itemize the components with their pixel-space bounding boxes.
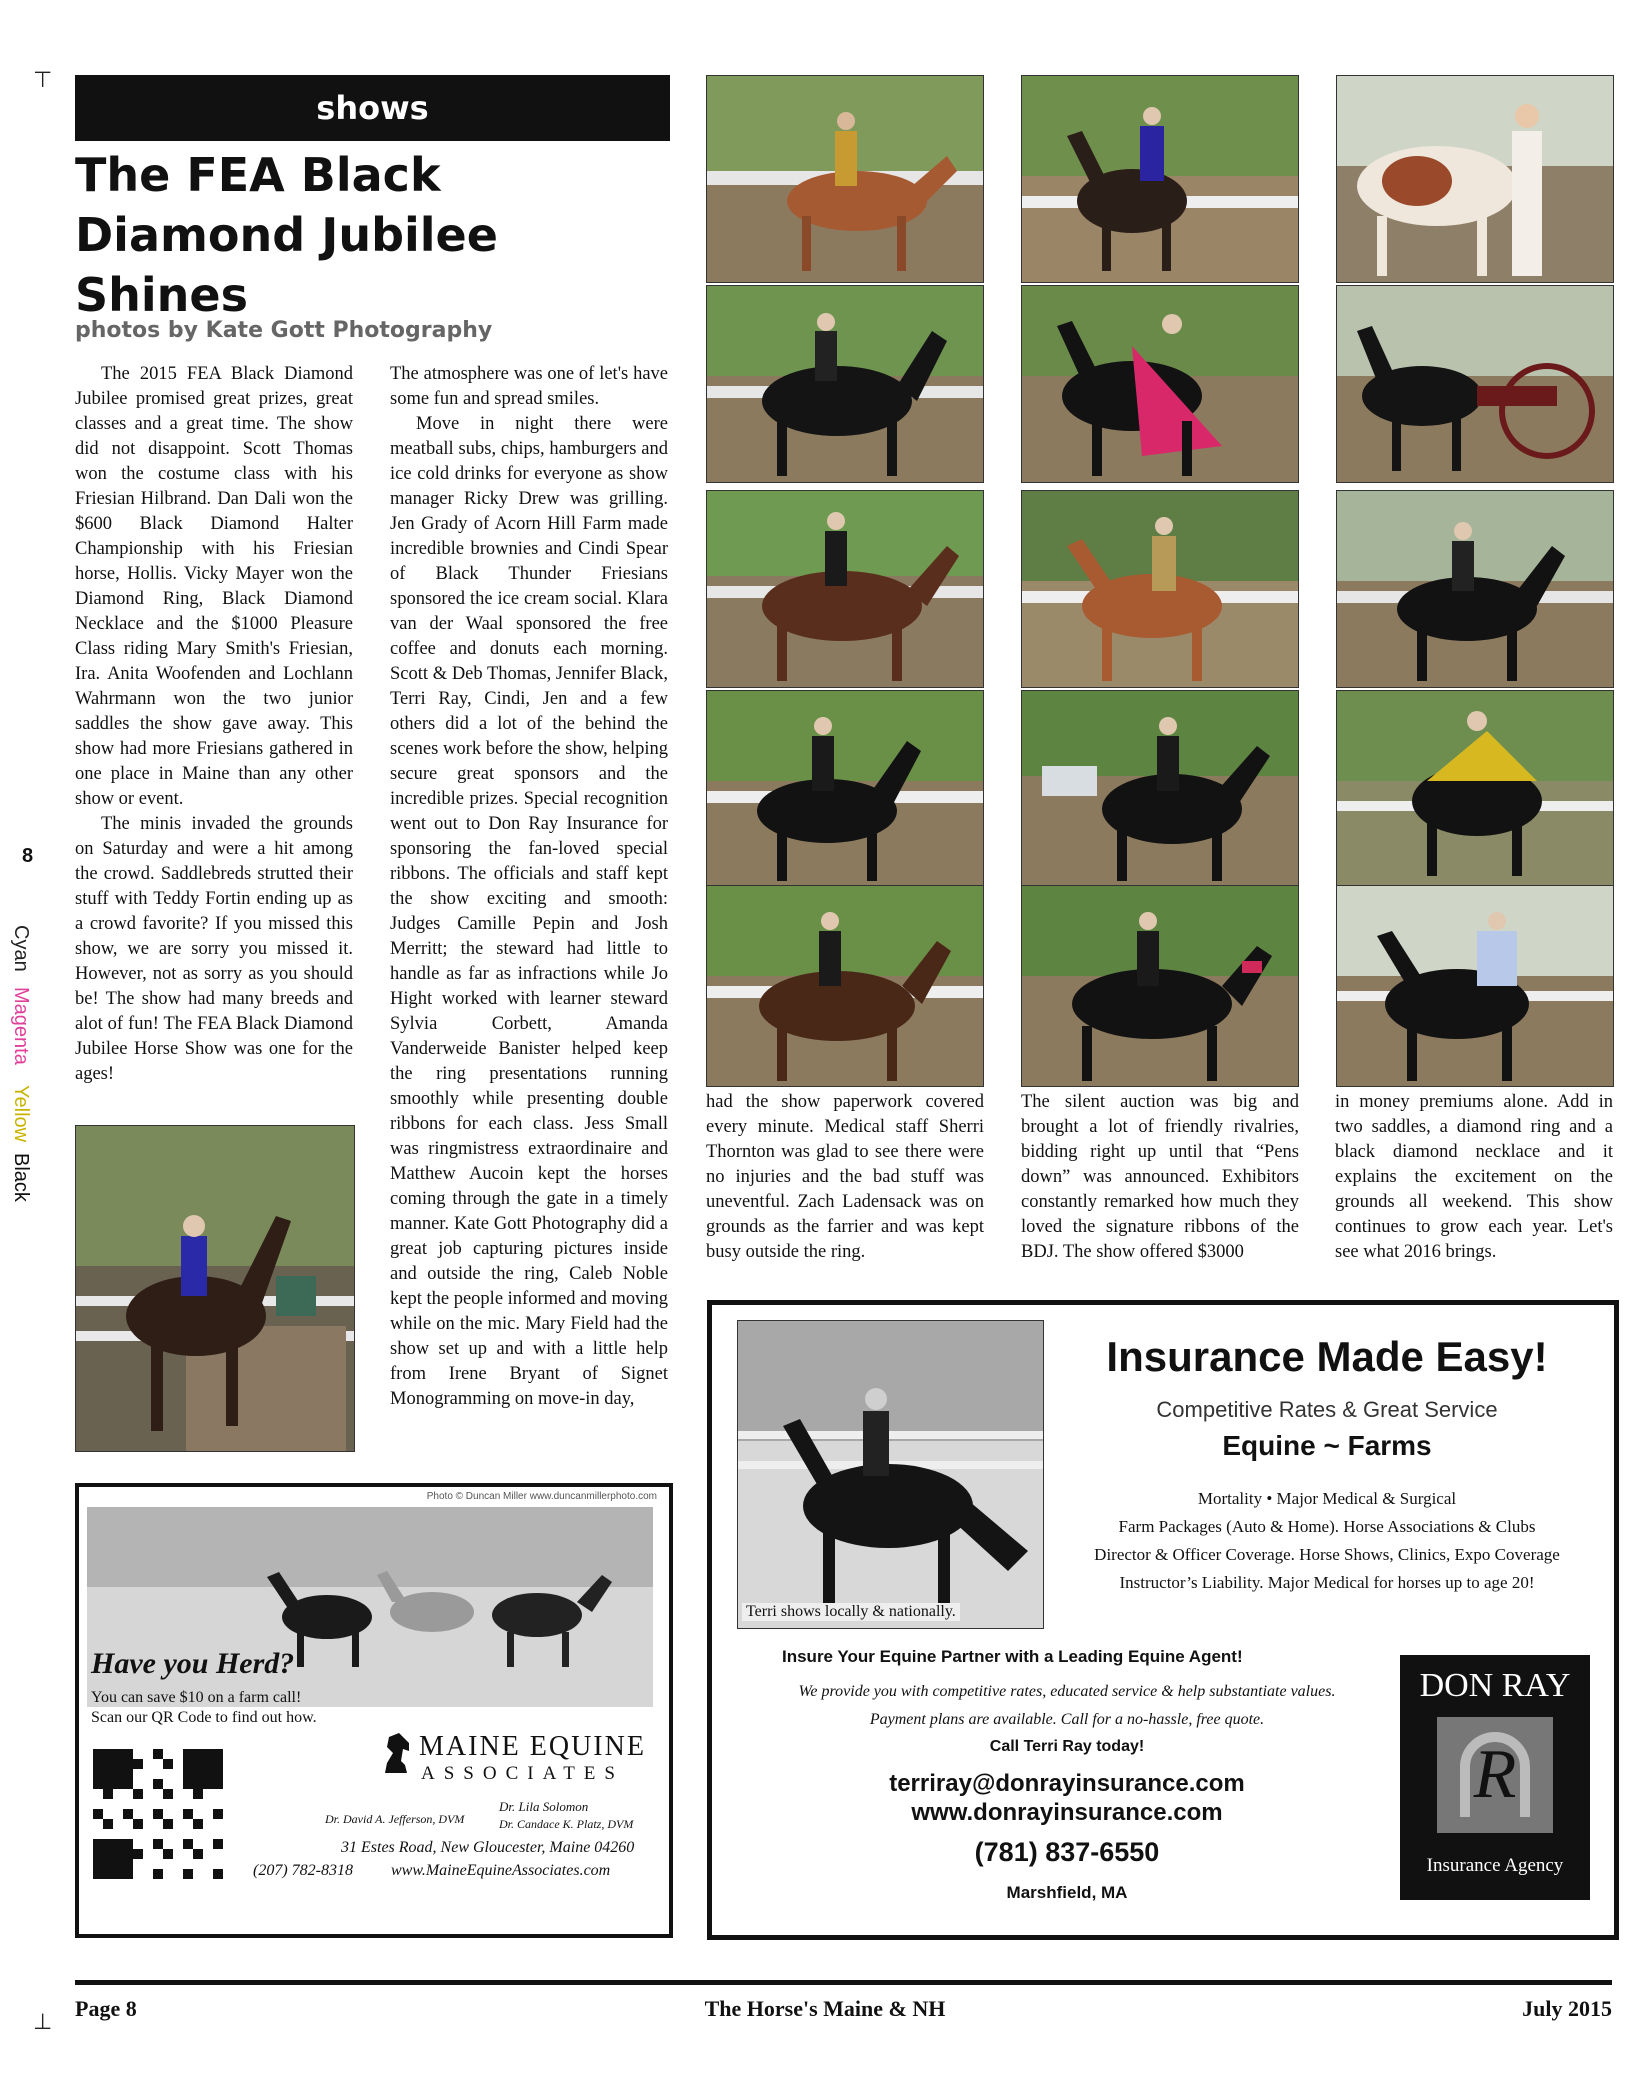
don-ray-logo (1400, 1655, 1590, 1900)
service-line: Farm Packages (Auto & Home). Horse Associations & Clubs (1118, 1517, 1536, 1536)
article-column-5 (1335, 1090, 1613, 1265)
qr-module (143, 1779, 153, 1789)
qr-module (183, 1779, 193, 1789)
qr-module (183, 1829, 193, 1839)
show-photo (1021, 490, 1299, 688)
qr-module (133, 1779, 143, 1789)
qr-module (203, 1789, 213, 1799)
saddlebred-photo (75, 1125, 355, 1452)
qr-module (113, 1869, 123, 1879)
qr-module (203, 1779, 213, 1789)
qr-module (103, 1809, 113, 1819)
brand-name: MAINE EQUINE (419, 1731, 646, 1762)
qr-module (193, 1829, 203, 1839)
ad-website[interactable]: www.donrayinsurance.com (911, 1799, 1223, 1826)
ad-website: www.MaineEquineAssociates.com (391, 1862, 611, 1879)
qr-module (113, 1749, 123, 1759)
article-title: The FEA Black Diamond Jubilee Shines (75, 148, 498, 322)
qr-module (173, 1849, 183, 1859)
qr-module (143, 1769, 153, 1779)
qr-module (133, 1869, 143, 1879)
ad-subhead: Competitive Rates & Great Service (1156, 1397, 1498, 1422)
qr-module (163, 1749, 173, 1759)
qr-module (103, 1759, 113, 1769)
qr-module (153, 1859, 163, 1869)
qr-module (103, 1839, 113, 1849)
qr-module (163, 1759, 173, 1769)
qr-module (203, 1769, 213, 1779)
qr-module (193, 1869, 203, 1879)
qr-module (93, 1869, 103, 1879)
qr-module (153, 1849, 163, 1859)
article-paragraph: The 2015 FEA Black Diamond Jubilee promised great prizes, great classes and a great time. The show did not disappoint. Scott Thomas won the costume class with his Friesian Hilbrand. Dan Dali won the $600 Black Diamond Halter Championship with his Friesian horse, Hollis. Vicky Mayer won the Diamond Ring, Black Diamond Necklace and the $1000 Pleasure Class riding Mary Smith's Friesian, Ira. Anita Woofenden and Lochlann Wahrmann won the two junior saddles the show gave away. This show had more Friesians gathered in one place in Maine than any other show or event. (75, 364, 353, 809)
qr-module (93, 1769, 103, 1779)
qr-module (133, 1809, 143, 1819)
qr-module (113, 1809, 123, 1819)
qr-module (213, 1819, 223, 1829)
qr-module (133, 1859, 143, 1869)
qr-module (183, 1819, 193, 1829)
qr-module (133, 1769, 143, 1779)
show-photo (706, 285, 984, 483)
qr-module (133, 1759, 143, 1769)
qr-module (93, 1749, 103, 1759)
qr-module (103, 1749, 113, 1759)
qr-module (163, 1849, 173, 1859)
qr-module (183, 1769, 193, 1779)
qr-module (143, 1799, 153, 1809)
qr-module (123, 1799, 133, 1809)
qr-module (103, 1769, 113, 1779)
qr-module (173, 1869, 183, 1879)
qr-module (203, 1869, 213, 1879)
qr-module (213, 1789, 223, 1799)
qr-module (93, 1779, 103, 1789)
show-photo (1336, 75, 1614, 283)
ad-headline: Have you Herd? (91, 1647, 295, 1680)
qr-module (213, 1849, 223, 1859)
show-photo (1336, 885, 1614, 1087)
qr-module (163, 1809, 173, 1819)
qr-module (103, 1859, 113, 1869)
qr-module (103, 1819, 113, 1829)
qr-module (93, 1839, 103, 1849)
article-column-3 (706, 1090, 984, 1265)
qr-module (113, 1849, 123, 1859)
doctor-2: Dr. Lila Solomon (499, 1799, 589, 1814)
qr-module (183, 1849, 193, 1859)
ink-yellow: Yellow (10, 1085, 32, 1143)
photo-grid (706, 75, 1614, 1087)
doctor-1: Dr. David A. Jefferson, DVM (325, 1812, 465, 1826)
ad-headline: Insurance Made Easy! (1106, 1333, 1548, 1380)
ink-color-bar (4, 925, 60, 1202)
qr-module (213, 1859, 223, 1869)
qr-module (163, 1779, 173, 1789)
qr-module (103, 1789, 113, 1799)
qr-module (123, 1759, 133, 1769)
ad-phone: (781) 837-6550 (974, 1837, 1160, 1867)
qr-module (143, 1849, 153, 1859)
qr-module (213, 1749, 223, 1759)
doctor-3: Dr. Candace K. Platz, DVM (499, 1817, 634, 1831)
show-photo (1336, 285, 1614, 483)
qr-module (103, 1869, 113, 1879)
qr-module (193, 1849, 203, 1859)
show-photo (706, 490, 984, 688)
ink-magenta: Magenta (10, 987, 32, 1065)
qr-module (123, 1809, 133, 1819)
qr-module (203, 1759, 213, 1769)
qr-module (193, 1779, 203, 1789)
qr-module (113, 1789, 123, 1799)
qr-module (183, 1839, 193, 1849)
qr-module (103, 1829, 113, 1839)
ink-black: Black (10, 1153, 32, 1202)
qr-module (163, 1829, 173, 1839)
section-banner: shows (75, 75, 670, 141)
qr-module (173, 1769, 183, 1779)
show-photo (1021, 75, 1299, 283)
qr-module (183, 1869, 193, 1879)
qr-module (193, 1749, 203, 1759)
qr-module (203, 1749, 213, 1759)
qr-module (213, 1799, 223, 1809)
qr-module (133, 1839, 143, 1849)
qr-module (93, 1829, 103, 1839)
qr-module (203, 1839, 213, 1849)
ad-call: Call Terri Ray today! (989, 1738, 1145, 1755)
qr-module (203, 1819, 213, 1829)
show-photo (1336, 490, 1614, 688)
qr-module (173, 1809, 183, 1819)
qr-module (163, 1769, 173, 1779)
show-photo (706, 885, 984, 1087)
ad-email[interactable]: terriray@donrayinsurance.com (889, 1770, 1245, 1797)
qr-module (93, 1809, 103, 1819)
qr-module (143, 1839, 153, 1849)
qr-module (213, 1769, 223, 1779)
footer-rule (75, 1980, 1612, 1985)
qr-module (203, 1829, 213, 1839)
qr-module (143, 1829, 153, 1839)
footer-publication: The Horse's Maine & NH (704, 1996, 946, 2021)
qr-module (153, 1869, 163, 1879)
qr-module (163, 1839, 173, 1849)
qr-module (183, 1809, 193, 1819)
qr-module (113, 1829, 123, 1839)
qr-module (193, 1789, 203, 1799)
qr-module (163, 1799, 173, 1809)
qr-module (113, 1819, 123, 1829)
ad-location: Marshfield, MA (1006, 1883, 1128, 1902)
service-line: Director & Officer Coverage. Horse Shows, Clinics, Expo Coverage (1094, 1545, 1560, 1564)
article-column-1 (75, 362, 353, 1087)
qr-module (163, 1789, 173, 1799)
show-photo (1021, 885, 1299, 1087)
photo-caption: Terri shows locally & nationally. (742, 1603, 960, 1621)
qr-module (143, 1869, 153, 1879)
qr-module (143, 1809, 153, 1819)
article-column-4 (1021, 1090, 1299, 1265)
qr-module (103, 1799, 113, 1809)
qr-module (93, 1819, 103, 1829)
crop-mark-top: ⊤ (33, 68, 53, 93)
article-column-2 (390, 362, 668, 1412)
qr-module (173, 1789, 183, 1799)
qr-module (113, 1769, 123, 1779)
qr-module (153, 1819, 163, 1829)
qr-module (113, 1779, 123, 1789)
crop-mark-bottom: ⊥ (33, 2010, 53, 2035)
ad-phone: (207) 782-8318 (253, 1862, 353, 1879)
footer-page: Page 8 (75, 1996, 137, 2021)
ad-pitch-2: Payment plans are available. Call for a no-hassle, free quote. (869, 1711, 1265, 1728)
article-paragraph: The silent auction was big and brought a lot of friendly rivalries, bidding right up until that “Pens down” was announced. Exhibitors constantly remarked how much they loved the signature ribbons of the BDJ. The show offered $3000 (1021, 1092, 1299, 1262)
qr-module (93, 1849, 103, 1859)
article-paragraph: The minis invaded the grounds on Saturday and were a hit among the crowd. Saddlebreds strutted their stuff with Teddy Fortin ending up as a crowd favorite? If you missed this show, we are sorry you missed it. However, not as sorry as you should be! The show had many breeds and alot of fun! The FEA Black Diamond Jubilee Horse Show was one for the ages! (75, 814, 353, 1084)
qr-module (113, 1839, 123, 1849)
qr-module (183, 1799, 193, 1809)
ad-line-1: You can save $10 on a farm call! (91, 1689, 302, 1706)
qr-module (163, 1819, 173, 1829)
qr-module (213, 1809, 223, 1819)
qr-module (113, 1799, 123, 1809)
qr-module (93, 1859, 103, 1869)
qr-module (123, 1849, 133, 1859)
qr-module (173, 1819, 183, 1829)
qr-module (213, 1869, 223, 1879)
qr-module (123, 1869, 133, 1879)
qr-module (93, 1759, 103, 1769)
show-photo (1021, 285, 1299, 483)
qr-module (133, 1799, 143, 1809)
qr-module (183, 1759, 193, 1769)
logo-horseshoe-icon (1437, 1717, 1553, 1833)
don-ray-insurance-ad (707, 1300, 1619, 1940)
knight-logo-icon (379, 1731, 413, 1775)
ad-photo-credit: Photo © Duncan Miller www.duncanmillerphoto.com (426, 1491, 657, 1502)
qr-module (203, 1809, 213, 1819)
qr-module (143, 1789, 153, 1799)
qr-module (183, 1859, 193, 1869)
maine-equine-ad (75, 1483, 673, 1938)
qr-module (123, 1779, 133, 1789)
show-photo (706, 75, 984, 283)
ad-pitch-1: We provide you with competitive rates, educated service & help substantiate values. (798, 1683, 1336, 1700)
qr-module (173, 1779, 183, 1789)
qr-module (153, 1759, 163, 1769)
qr-module (153, 1769, 163, 1779)
qr-module (143, 1859, 153, 1869)
service-line: Instructor’s Liability. Major Medical for horses up to age 20! (1119, 1573, 1535, 1592)
qr-module (173, 1799, 183, 1809)
qr-module (193, 1809, 203, 1819)
qr-module (123, 1749, 133, 1759)
qr-module (133, 1829, 143, 1839)
qr-module (143, 1749, 153, 1759)
qr-module (153, 1809, 163, 1819)
qr-module (133, 1789, 143, 1799)
qr-module (133, 1849, 143, 1859)
qr-module (213, 1839, 223, 1849)
qr-module (123, 1769, 133, 1779)
qr-module (173, 1859, 183, 1869)
qr-module (153, 1799, 163, 1809)
qr-code (93, 1749, 223, 1879)
qr-module (103, 1849, 113, 1859)
qr-module (153, 1789, 163, 1799)
article-paragraph: The atmosphere was one of let's have some fun and spread smiles. (390, 364, 668, 409)
article-paragraph: in money premiums alone. Add in two saddles, a diamond ring and a black diamond necklace and it explains the excitement on the grounds all weekend. This show continues to grow each year. Let's see what 2016 brings. (1335, 1092, 1613, 1262)
qr-module (103, 1779, 113, 1789)
qr-module (193, 1819, 203, 1829)
qr-module (153, 1749, 163, 1759)
qr-module (203, 1849, 213, 1859)
qr-module (173, 1829, 183, 1839)
brand-sub: ASSOCIATES (421, 1763, 624, 1784)
qr-module (153, 1829, 163, 1839)
service-line: Mortality • Major Medical & Surgical (1197, 1489, 1457, 1508)
logo-name: DON RAY (1419, 1667, 1571, 1704)
qr-module (93, 1799, 103, 1809)
qr-module (203, 1859, 213, 1869)
qr-module (163, 1859, 173, 1869)
qr-module (213, 1829, 223, 1839)
qr-module (123, 1859, 133, 1869)
qr-module (113, 1759, 123, 1769)
qr-module (173, 1759, 183, 1769)
qr-module (93, 1789, 103, 1799)
qr-module (123, 1819, 133, 1829)
show-photo (1021, 690, 1299, 888)
footer-date: July 2015 (1522, 1996, 1612, 2021)
show-photo (1336, 690, 1614, 888)
qr-module (203, 1799, 213, 1809)
qr-module (193, 1799, 203, 1809)
qr-module (133, 1749, 143, 1759)
ad-line-2: Scan our QR Code to find out how. (91, 1709, 317, 1726)
article-paragraph: Move in night there were meatball subs, chips, hamburgers and ice cold drinks for everyone as show manager Ricky Drew was grilling. Jen Grady of Acorn Hill Farm made incredible brownies and Cindi Spear of Black Thunder Friesians sponsored the ice cream social. Klara van der Waal sponsored the free coffee and donuts each morning. Scott & Deb Thomas, Jennifer Black, Terri Ray, Cindi, Jen and a few others did a lot of the behind the scenes work before the show, helping secure great sponsors and the incredible prizes. Special recognition went out to Don Ray Insurance for sponsoring the fan-loved special ribbons. The officials and staff kept the show exciting and smooth: Judges Camille Pepin and Josh Merritt; the steward had little to handle as far as infractions while Jo Hight worked with learner steward Sylvia Corbett, Amanda Vanderweide Banister helped keep the ring presentations running smoothly while presenting double ribbons for each class. Jess Small was ringmistress extraordinaire and Matthew Aucoin kept the horses coming through the gate in a timely manner. Kate Gott Photography did a great job capturing pictures inside and outside the ring, Caleb Noble kept the people informed and moving while on the mic. Mary Field had the show set up and with a little help from Irene Bryant of Signet Monogramming on move-in day, (390, 414, 668, 1409)
article-byline: photos by Kate Gott Photography (75, 318, 493, 343)
qr-module (143, 1759, 153, 1769)
qr-module (123, 1789, 133, 1799)
qr-module (163, 1869, 173, 1879)
ad-tagline: Insure Your Equine Partner with a Leading Equine Agent! (782, 1647, 1243, 1666)
qr-module (133, 1819, 143, 1829)
qr-module (173, 1839, 183, 1849)
qr-module (153, 1779, 163, 1789)
qr-module (153, 1839, 163, 1849)
qr-module (183, 1789, 193, 1799)
logo-sub: Insurance Agency (1426, 1855, 1564, 1876)
ad-rider-photo (737, 1320, 1044, 1629)
qr-module (113, 1859, 123, 1869)
qr-module (123, 1839, 133, 1849)
article-paragraph: had the show paperwork covered every minute. Medical staff Sherri Thornton was glad to see there were no injuries and the bad stuff was uneventful. Zach Ladensack was on grounds as the farrier and was kept busy outside the ring. (706, 1092, 984, 1262)
ad-address: 31 Estes Road, New Gloucester, Maine 04260 (341, 1839, 635, 1856)
qr-module (193, 1759, 203, 1769)
qr-module (193, 1839, 203, 1849)
margin-page-number: 8 (22, 845, 34, 867)
qr-module (143, 1819, 153, 1829)
qr-module (193, 1859, 203, 1869)
qr-module (123, 1829, 133, 1839)
logo-letter: R (1473, 1736, 1517, 1813)
show-photo (706, 690, 984, 888)
qr-module (183, 1749, 193, 1759)
qr-module (213, 1759, 223, 1769)
ink-cyan: Cyan (10, 925, 32, 972)
qr-module (193, 1769, 203, 1779)
qr-module (213, 1779, 223, 1789)
ad-services (1042, 1485, 1612, 1597)
ad-category: Equine ~ Farms (1222, 1430, 1432, 1461)
qr-module (173, 1749, 183, 1759)
